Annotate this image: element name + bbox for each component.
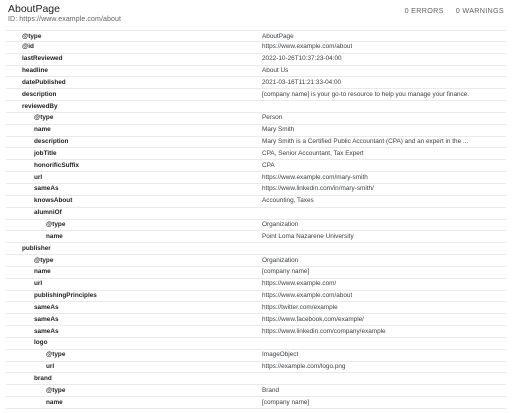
property-row <box>6 302 506 314</box>
property-key: url <box>34 280 43 288</box>
property-row <box>6 148 506 160</box>
property-row <box>6 231 506 243</box>
property-key: headline <box>22 67 48 75</box>
property-value: https://www.example.com/mary-smith <box>262 173 368 181</box>
property-value: Accounting, Taxes <box>262 197 314 205</box>
property-row <box>6 89 506 101</box>
property-value: [company name] <box>262 268 310 276</box>
property-key: @type <box>46 386 66 394</box>
property-row <box>6 77 506 89</box>
property-key: description <box>22 90 57 98</box>
property-value: https://example.com/logo.png <box>262 363 346 371</box>
property-row <box>6 160 506 172</box>
property-key: description <box>34 138 69 146</box>
errors-count: 0 ERRORS <box>404 6 444 15</box>
property-value: Person <box>262 114 283 122</box>
property-key: sameAs <box>34 327 59 335</box>
property-row <box>6 125 506 137</box>
property-key: @id <box>22 43 34 51</box>
property-value: ImageObject <box>262 351 299 359</box>
property-key: alumniOf <box>34 209 62 217</box>
property-key: knowsAbout <box>34 197 73 205</box>
property-row <box>6 279 506 291</box>
property-value: https://www.linkedin.com/company/example <box>262 327 386 335</box>
property-value: 2021-03-16T11:21:33-04:00 <box>262 78 342 86</box>
validation-counts <box>405 6 504 15</box>
property-key: brand <box>34 374 52 382</box>
property-key: url <box>46 363 55 371</box>
property-key: sameAs <box>34 303 59 311</box>
property-value: AboutPage <box>262 32 294 40</box>
property-value: https://www.example.com/ <box>262 280 337 288</box>
property-value: CPA, Senior Accountant, Tax Expert <box>262 149 364 157</box>
property-row <box>6 220 506 232</box>
property-row <box>6 184 506 196</box>
property-row <box>6 208 506 220</box>
property-value: Organization <box>262 256 299 264</box>
property-value: https://twitter.com/example <box>262 303 338 311</box>
properties-table <box>6 30 506 409</box>
property-key: lastReviewed <box>22 55 63 63</box>
property-key: name <box>46 232 63 240</box>
property-key: honorificSuffix <box>34 161 80 169</box>
property-key: reviewedBy <box>22 102 58 110</box>
property-row <box>6 314 506 326</box>
property-row <box>6 326 506 338</box>
property-key: @type <box>46 351 66 359</box>
property-value: https://www.example.com/about <box>262 292 353 300</box>
warnings-count: 0 WARNINGS <box>455 6 504 15</box>
property-key: sameAs <box>34 185 59 193</box>
property-row <box>6 54 506 66</box>
property-value: Mary Smith <box>262 126 295 134</box>
entity-id: ID: https://www.example.com/about <box>8 16 122 23</box>
result-header <box>0 0 512 28</box>
property-row <box>6 172 506 184</box>
property-row <box>6 137 506 149</box>
property-row <box>6 267 506 279</box>
property-key: @type <box>22 32 42 40</box>
property-value: https://www.linkedin.com/in/mary-smith/ <box>262 185 374 193</box>
property-row <box>6 362 506 374</box>
property-row <box>6 66 506 78</box>
property-value: [company name] <box>262 398 310 406</box>
property-row <box>6 350 506 362</box>
property-key: name <box>34 268 51 276</box>
property-value: Mary Smith is a Certified Public Accountant (CPA) and an expert in the ... <box>262 138 469 146</box>
property-key: jobTitle <box>34 149 57 157</box>
property-value: Point Loma Nazarene University <box>262 232 354 240</box>
page-title: AboutPage <box>8 3 60 15</box>
property-key: @type <box>34 114 54 122</box>
property-row <box>6 385 506 397</box>
property-value: https://www.example.com/about <box>262 43 353 51</box>
property-key: datePublished <box>22 78 66 86</box>
property-value: Brand <box>262 386 280 394</box>
property-row <box>6 291 506 303</box>
property-value: CPA <box>262 161 275 169</box>
property-key: @type <box>34 256 54 264</box>
property-row <box>6 101 506 113</box>
property-value: [company name] is your go-to resource to help you manage your finance. <box>262 90 470 98</box>
property-row <box>6 255 506 267</box>
property-key: name <box>34 126 51 134</box>
property-value: Organization <box>262 221 299 228</box>
property-row <box>6 30 506 42</box>
property-key: name <box>46 398 63 406</box>
property-row <box>6 243 506 255</box>
property-row <box>6 397 506 409</box>
property-key: publishingPrinciples <box>34 292 97 300</box>
property-row <box>6 42 506 54</box>
property-key: logo <box>34 339 48 347</box>
property-row <box>6 196 506 208</box>
property-key: sameAs <box>34 315 59 323</box>
property-key: url <box>34 173 43 181</box>
property-row <box>6 113 506 125</box>
property-row <box>6 338 506 350</box>
property-key: @type <box>46 221 66 228</box>
property-key: publisher <box>22 244 51 252</box>
property-row <box>6 373 506 385</box>
property-value: 2022-10-26T10:37:23-04:00 <box>262 55 342 63</box>
property-value: About Us <box>262 67 289 75</box>
property-value: https://www.facebook.com/example/ <box>262 315 364 323</box>
